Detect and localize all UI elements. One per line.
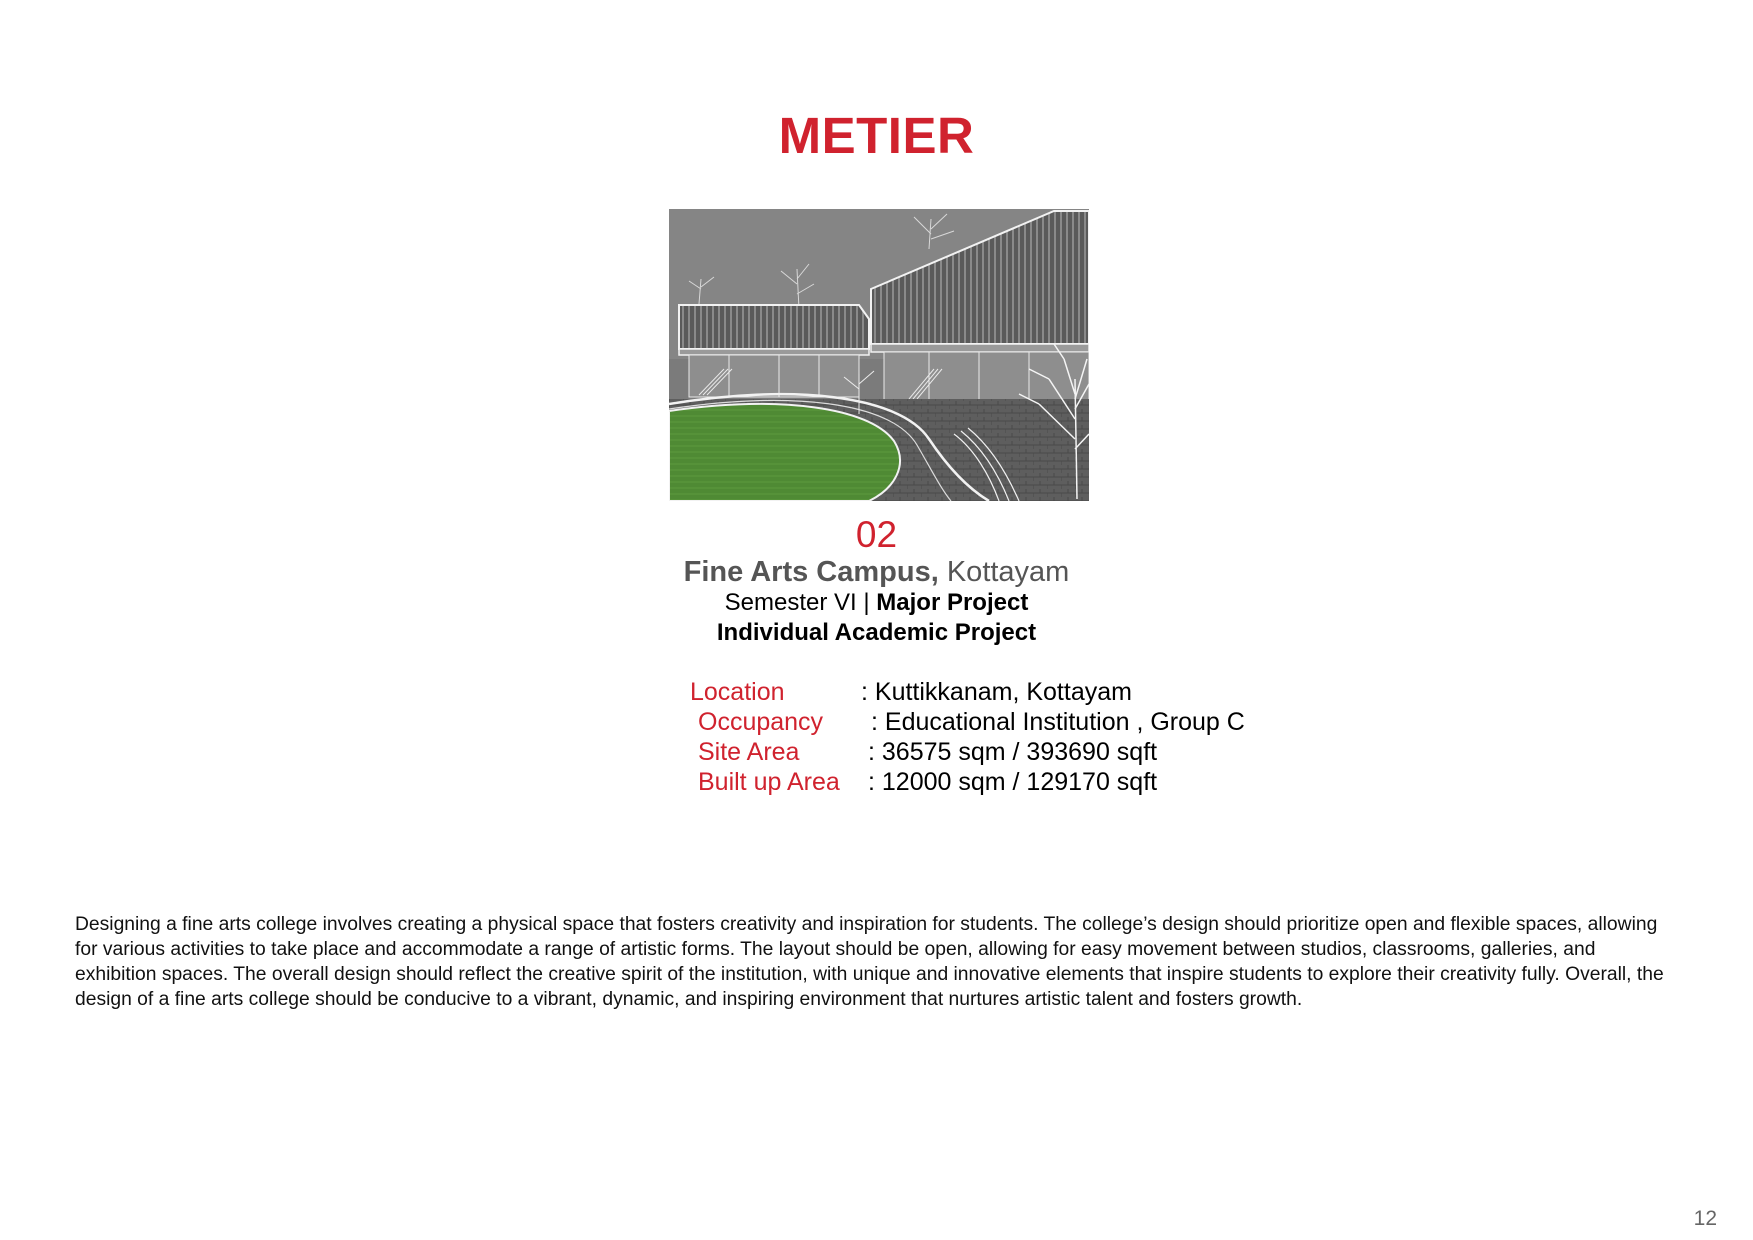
project-type: Individual Academic Project	[716, 619, 1037, 646]
spec-label: Occupancy	[698, 708, 824, 736]
spec-value: : Educational Institution , Group C	[871, 708, 1245, 736]
spec-value: : Kuttikkanam, Kottayam	[861, 678, 1132, 706]
project-description: Designing a fine arts college involves creating a physical space that fosters creativity and inspiration for students. The college’s design should prioritize open and flexible spaces, allowing for various activities to take place and accommodate a range of artistic forms. The layout should be open, allowing for easy movement between studios, classrooms, galleries, and exhibition spaces. The overall design should reflect the creative spirit of the institution, with unique and innovative elements that inspire students to explore their creativity fully. Overall, the design of a fine arts college should be conducive to a vibrant, dynamic, and inspiring environment that nurtures artistic talent and fosters growth.	[75, 914, 1664, 1010]
spec-label: Built up Area	[698, 768, 840, 796]
spec-row-site-area	[0, 737, 1753, 767]
project-place: Kottayam	[946, 556, 1070, 588]
spec-row-built-up-area	[0, 767, 1753, 797]
spec-label: Location	[690, 678, 785, 706]
spec-label: Site Area	[698, 738, 800, 766]
page-title: METIER	[778, 107, 975, 164]
spec-value: : 36575 sqm / 393690 sqft	[868, 738, 1158, 766]
project-semester	[0, 588, 1753, 618]
page-number: 12	[1693, 1207, 1717, 1230]
campus-render-image	[669, 209, 1089, 501]
project-name	[0, 554, 1753, 590]
spec-row-location	[0, 677, 1753, 707]
spec-row-occupancy	[0, 707, 1753, 737]
semester-type: Major Project	[876, 589, 1029, 616]
project-name-bold: Fine Arts Campus,	[683, 556, 939, 588]
project-number: 02	[855, 514, 898, 555]
spec-value: : 12000 sqm / 129170 sqft	[868, 768, 1158, 796]
semester-text: Semester VI |	[724, 589, 870, 616]
